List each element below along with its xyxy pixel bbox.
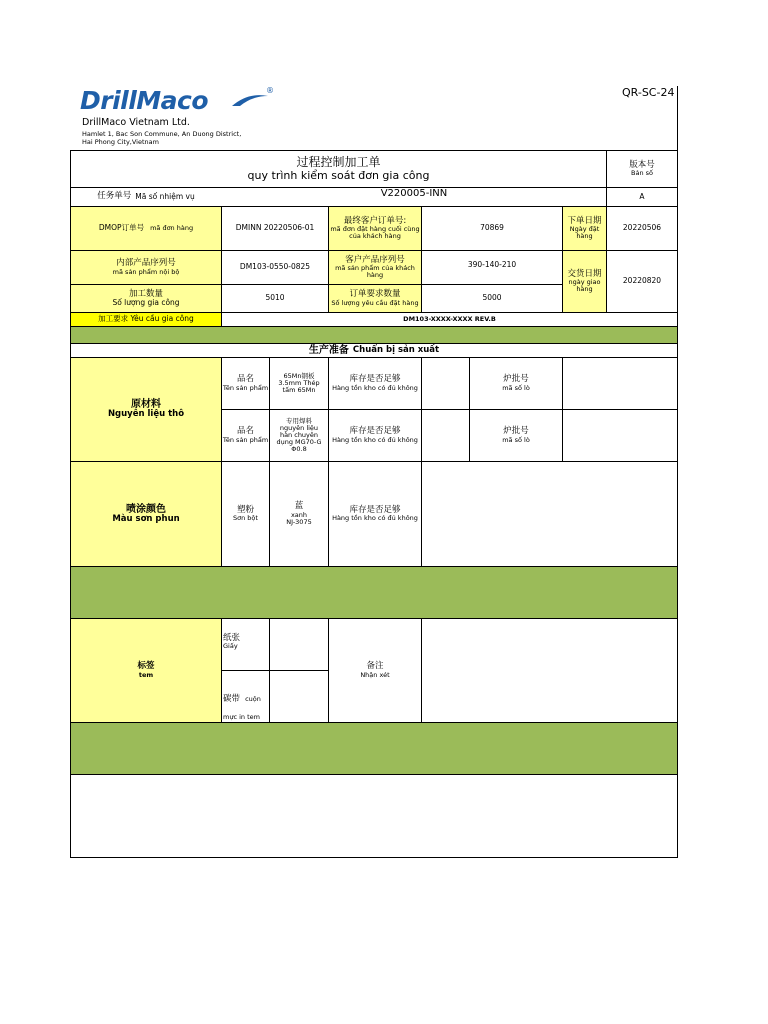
paint-color-value: 蓝 xanh NJ-3075: [286, 501, 312, 526]
task-number-value: V220005-INN: [380, 187, 448, 199]
powder-label: 塑粉 Sơn bột: [233, 504, 258, 523]
remark-label: 备注 Nhận xét: [360, 661, 390, 679]
delivery-date-value: 20220820: [622, 276, 662, 286]
order-date-label: 下单日期 Ngày đặt hàng: [567, 215, 602, 241]
raw1-stock-label: 库存是否足够 Hàng tồn kho có đủ không: [332, 374, 418, 392]
task-number-label: 任务单号 Mã số nhiệm vụ: [97, 191, 195, 202]
version-value: A: [639, 191, 645, 201]
dmop-order-value: DMINN 20220506-01: [235, 223, 315, 233]
customer-order-value: 70869: [480, 223, 504, 233]
company-name: DrillMaco Vietnam Ltd.: [82, 117, 190, 128]
doc-code: QR-SC-24: [622, 86, 675, 99]
required-qty-label: 订单要求数量 Số lượng yêu cầu đặt hàng: [331, 289, 419, 307]
form-title-vn: quy trình kiểm soát đơn gia công: [247, 168, 430, 182]
processing-qty-label: 加工数量 Số lượng gia công: [112, 288, 180, 308]
registered-mark: ®: [266, 86, 274, 95]
paint-color-label: 喷涂颜色 Màu sơn phun: [112, 503, 180, 524]
dmop-order-label: DMOP订单号 mã đơn hàng: [98, 223, 194, 233]
order-date-value: 20220506: [622, 223, 662, 233]
label-section-label: 标签 tem: [137, 661, 155, 679]
logo-swoosh-icon: [230, 90, 270, 110]
paper-label: 纸张 Giấy: [223, 633, 241, 650]
raw2-stock-label: 库存是否足够 Hàng tồn kho có đủ không: [332, 426, 418, 444]
customer-order-label: 最终客户订单号: mã đơn đặt hàng cuối cùng của khách hàng: [330, 215, 420, 241]
raw1-spec: 65Mn钢板 3.5mm Thép tấm 65Mn: [278, 371, 320, 395]
form-title: [71, 151, 606, 187]
company-address-line1: Hamlet 1, Bac Son Commune, An Duong District,: [82, 130, 242, 138]
raw1-name-label: 品名 Tên sản phẩm: [222, 374, 269, 392]
version-label: 版本号 Bản số: [629, 159, 655, 178]
raw2-lot-label: 炉批号 mã số lò: [502, 426, 530, 444]
customer-pn-value: 390-140-210: [467, 259, 517, 269]
internal-pn-label: 内部产品序列号 mã sản phẩm nội bộ: [112, 258, 180, 276]
raw2-name-label: 品名 Tên sản phẩm: [222, 426, 269, 444]
requirement-value: DM103-XXXX-XXXX REV.B: [403, 314, 496, 323]
processing-qty-value: 5010: [265, 293, 285, 303]
delivery-date-label: 交货日期 ngày giao hàng: [567, 268, 602, 294]
company-address-line2: Hai Phong City,Vietnam: [82, 138, 159, 146]
customer-pn-label: 客户产品序列号 mã sản phẩm của khách hàng: [335, 254, 415, 280]
raw-material-label: 原材料 Nguyên liệu thô: [107, 399, 185, 420]
paint-stock-label: 库存是否足够 Hàng tồn kho có đủ không: [332, 504, 418, 523]
raw2-spec: 专用焊料 nguyên liệu hàn chuyên dụng MG70-G Φ0.8: [276, 416, 322, 454]
form-title-cn: 过程控制加工单: [296, 155, 381, 170]
requirement-label: 加工要求 Yêu cầu gia công: [98, 314, 194, 324]
internal-pn-value: DM103-0550-0825: [239, 262, 311, 272]
required-qty-value: 5000: [482, 293, 502, 303]
production-title: 生产准备 Chuẩn bị sản xuất: [308, 344, 440, 356]
raw1-lot-label: 炉批号 mã số lò: [502, 374, 530, 392]
ribbon-label: 碳带 cuộn mực in tem: [223, 694, 261, 721]
logo-wordmark: DrillMaco: [80, 86, 209, 115]
